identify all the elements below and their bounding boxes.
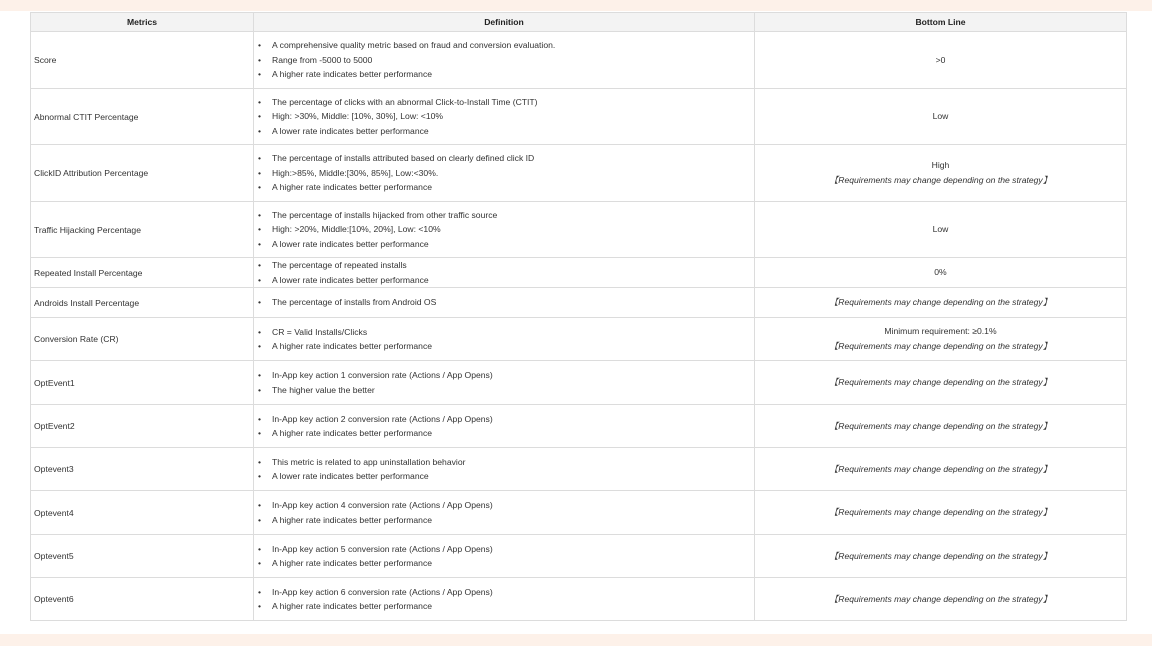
metric-name: Optevent4 bbox=[31, 491, 254, 535]
bottom-line-value: Minimum requirement: ≥0.1% bbox=[884, 326, 997, 336]
bullet-text: A lower rate indicates better performance bbox=[272, 471, 429, 481]
bullet-item bbox=[258, 498, 751, 513]
definition-cell bbox=[254, 361, 755, 405]
bullet-item bbox=[258, 273, 751, 288]
bullet-icon: • bbox=[258, 558, 262, 568]
bullet-icon: • bbox=[258, 514, 262, 525]
bullet-text: The percentage of installs hijacked from other traffic source bbox=[272, 209, 498, 220]
table-row bbox=[31, 361, 1127, 405]
definition-cell bbox=[254, 318, 755, 361]
bullet-icon: • bbox=[258, 69, 262, 80]
bottom-line-cell bbox=[755, 491, 1127, 535]
bottom-line-cell bbox=[755, 145, 1127, 202]
bullet-item bbox=[258, 412, 751, 427]
bullet-icon: • bbox=[258, 153, 262, 164]
header-bottom-line: Bottom Line bbox=[755, 13, 1127, 32]
bullet-item bbox=[258, 124, 751, 139]
metric-name: Conversion Rate (CR) bbox=[31, 318, 254, 361]
bullet-item bbox=[258, 368, 751, 383]
metric-name: ClickID Attribution Percentage bbox=[31, 145, 254, 202]
bullet-icon: • bbox=[258, 238, 262, 249]
bullet-text: CR = Valid Installs/Clicks bbox=[272, 326, 368, 337]
bullet-item bbox=[258, 109, 751, 124]
bullet-item bbox=[258, 95, 751, 110]
bullet-item bbox=[258, 542, 751, 557]
bullet-text: A lower rate indicates better performance bbox=[272, 238, 429, 249]
bullet-icon: • bbox=[258, 209, 262, 220]
bottom-line-cell bbox=[755, 318, 1127, 361]
bullet-icon: • bbox=[258, 125, 262, 136]
bullet-text: In-App key action 6 conversion rate (Actions / App Opens) bbox=[272, 586, 493, 597]
bottom-line-note: 【Requirements may change depending on the strategy】 bbox=[829, 463, 1052, 474]
bullet-icon: • bbox=[258, 586, 262, 597]
definition-cell bbox=[254, 32, 755, 89]
bullet-icon: • bbox=[258, 297, 262, 308]
metric-name: Optevent3 bbox=[31, 448, 254, 491]
bullet-text: In-App key action 1 conversion rate (Actions / App Opens) bbox=[272, 370, 493, 380]
bullet-icon: • bbox=[258, 500, 262, 510]
bullet-item bbox=[258, 166, 751, 181]
bottom-line-cell bbox=[755, 361, 1127, 405]
bullet-icon: • bbox=[258, 413, 262, 424]
bullet-icon: • bbox=[258, 601, 262, 611]
metrics-table bbox=[30, 12, 1127, 621]
bullet-item bbox=[258, 38, 751, 53]
bottom-line-cell bbox=[755, 578, 1127, 621]
bullet-text: The percentage of repeated installs bbox=[272, 260, 407, 270]
bullet-item bbox=[258, 383, 751, 398]
table-row bbox=[31, 32, 1127, 89]
header-row bbox=[31, 13, 1127, 32]
definition-cell bbox=[254, 258, 755, 288]
table-row bbox=[31, 578, 1127, 621]
metric-name: OptEvent2 bbox=[31, 405, 254, 448]
bottom-line-cell bbox=[755, 258, 1127, 288]
bottom-line-value: Low bbox=[932, 224, 949, 234]
metric-name: Repeated Install Percentage bbox=[31, 258, 254, 288]
bullet-text: High: >30%, Middle: [10%, 30%], Low: <10% bbox=[272, 111, 444, 122]
bullet-item bbox=[258, 469, 751, 484]
bottom-line-cell bbox=[755, 535, 1127, 578]
bullet-icon: • bbox=[258, 370, 262, 380]
bullet-item bbox=[258, 151, 751, 166]
bullet-text: The percentage of installs from Android OS bbox=[272, 297, 437, 308]
metric-name: Abnormal CTIT Percentage bbox=[31, 89, 254, 145]
metric-name: OptEvent1 bbox=[31, 361, 254, 405]
bottom-line-cell bbox=[755, 448, 1127, 491]
bottom-line-value: >0 bbox=[935, 54, 946, 65]
bullet-text: This metric is related to app uninstallation behavior bbox=[272, 456, 466, 467]
definition-cell bbox=[254, 202, 755, 258]
table-row bbox=[31, 145, 1127, 202]
bullet-text: A higher rate indicates better performance bbox=[272, 341, 433, 351]
bullet-text: In-App key action 2 conversion rate (Actions / App Opens) bbox=[272, 413, 493, 424]
metric-name: Optevent6 bbox=[31, 578, 254, 621]
bullet-text: A higher rate indicates better performance bbox=[272, 428, 433, 438]
metric-name: Optevent5 bbox=[31, 535, 254, 578]
table-row bbox=[31, 448, 1127, 491]
bullet-text: A higher rate indicates better performance bbox=[272, 601, 433, 611]
bottom-line-cell bbox=[755, 89, 1127, 145]
bullet-icon: • bbox=[258, 456, 262, 467]
bullet-icon: • bbox=[258, 428, 262, 438]
bullet-text: A lower rate indicates better performance bbox=[272, 125, 429, 136]
bullet-icon: • bbox=[258, 326, 262, 337]
metric-name: Traffic Hijacking Percentage bbox=[31, 202, 254, 258]
bullet-item bbox=[258, 585, 751, 600]
definition-cell bbox=[254, 578, 755, 621]
table-row bbox=[31, 258, 1127, 288]
bottom-line-cell bbox=[755, 32, 1127, 89]
bottom-line-value: 0% bbox=[934, 267, 947, 277]
bullet-item bbox=[258, 53, 751, 68]
definition-cell bbox=[254, 405, 755, 448]
table-row bbox=[31, 288, 1127, 318]
bullet-item bbox=[258, 258, 751, 273]
bullet-icon: • bbox=[258, 111, 262, 122]
bullet-item bbox=[258, 325, 751, 340]
bullet-item bbox=[258, 237, 751, 252]
table-row bbox=[31, 318, 1127, 361]
bullet-text: Range from -5000 to 5000 bbox=[272, 54, 373, 65]
bullet-icon: • bbox=[258, 274, 262, 285]
bottom-line-cell bbox=[755, 405, 1127, 448]
bullet-text: High: >20%, Middle:[10%, 20%], Low: <10% bbox=[272, 224, 441, 235]
bottom-line-value: High bbox=[931, 160, 950, 170]
bullet-item bbox=[258, 222, 751, 237]
bullet-icon: • bbox=[258, 224, 262, 235]
definition-cell bbox=[254, 145, 755, 202]
bullet-icon: • bbox=[258, 40, 262, 51]
bullet-icon: • bbox=[258, 54, 262, 65]
bottom-line-note: 【Requirements may change depending on the strategy】 bbox=[829, 550, 1052, 561]
definition-cell bbox=[254, 535, 755, 578]
bullet-icon: • bbox=[258, 96, 262, 107]
bottom-line-note: 【Requirements may change depending on the strategy】 bbox=[829, 297, 1052, 307]
bullet-text: A higher rate indicates better performance bbox=[272, 514, 433, 525]
header-definition: Definition bbox=[254, 13, 755, 32]
table-row bbox=[31, 89, 1127, 145]
bullet-icon: • bbox=[258, 384, 262, 395]
bullet-item bbox=[258, 180, 751, 195]
bullet-icon: • bbox=[258, 471, 262, 481]
table-row bbox=[31, 491, 1127, 535]
bullet-item bbox=[258, 513, 751, 528]
metric-name: Androids Install Percentage bbox=[31, 288, 254, 318]
bullet-text: A higher rate indicates better performance bbox=[272, 558, 433, 568]
bullet-icon: • bbox=[258, 543, 262, 554]
bullet-text: A higher rate indicates better performance bbox=[272, 182, 433, 193]
bottom-line-note: 【Requirements may change depending on the strategy】 bbox=[829, 420, 1052, 431]
definition-cell bbox=[254, 288, 755, 318]
bullet-icon: • bbox=[258, 341, 262, 351]
metric-name: Score bbox=[31, 32, 254, 89]
bullet-item bbox=[258, 339, 751, 354]
bullet-text: A comprehensive quality metric based on fraud and conversion evaluation. bbox=[272, 40, 556, 51]
bottom-line-note: 【Requirements may change depending on the strategy】 bbox=[829, 593, 1052, 604]
bottom-line-note: 【Requirements may change depending on the strategy】 bbox=[829, 507, 1052, 517]
bullet-text: In-App key action 4 conversion rate (Actions / App Opens) bbox=[272, 500, 493, 510]
table-row bbox=[31, 535, 1127, 578]
bullet-text: A higher rate indicates better performance bbox=[272, 69, 433, 80]
bullet-item bbox=[258, 295, 751, 310]
table-row bbox=[31, 405, 1127, 448]
bottom-line-value: Low bbox=[932, 111, 949, 121]
bullet-icon: • bbox=[258, 260, 262, 270]
bullet-text: The percentage of installs attributed based on clearly defined click ID bbox=[272, 153, 535, 164]
bullet-icon: • bbox=[258, 167, 262, 178]
bullet-text: The percentage of clicks with an abnormal Click-to-Install Time (CTIT) bbox=[272, 96, 538, 107]
table-row bbox=[31, 202, 1127, 258]
bullet-text: A lower rate indicates better performance bbox=[272, 274, 429, 285]
definition-cell bbox=[254, 491, 755, 535]
header-metrics: Metrics bbox=[31, 13, 254, 32]
bottom-line-note: 【Requirements may change depending on the strategy】 bbox=[829, 175, 1052, 185]
bullet-item bbox=[258, 455, 751, 470]
bottom-line-note: 【Requirements may change depending on the strategy】 bbox=[829, 377, 1052, 387]
bullet-item bbox=[258, 599, 751, 614]
bullet-icon: • bbox=[258, 182, 262, 193]
bullet-item bbox=[258, 67, 751, 82]
bullet-item bbox=[258, 208, 751, 223]
definition-cell bbox=[254, 89, 755, 145]
metrics-sheet bbox=[0, 11, 1152, 634]
bottom-line-cell bbox=[755, 288, 1127, 318]
bottom-line-cell bbox=[755, 202, 1127, 258]
definition-cell bbox=[254, 448, 755, 491]
bullet-item bbox=[258, 426, 751, 441]
bullet-text: In-App key action 5 conversion rate (Actions / App Opens) bbox=[272, 543, 493, 554]
bottom-line-note: 【Requirements may change depending on the strategy】 bbox=[829, 341, 1052, 351]
bullet-text: High:>85%, Middle:[30%, 85%], Low:<30%. bbox=[272, 167, 439, 178]
bullet-item bbox=[258, 556, 751, 571]
bullet-text: The higher value the better bbox=[272, 384, 375, 395]
